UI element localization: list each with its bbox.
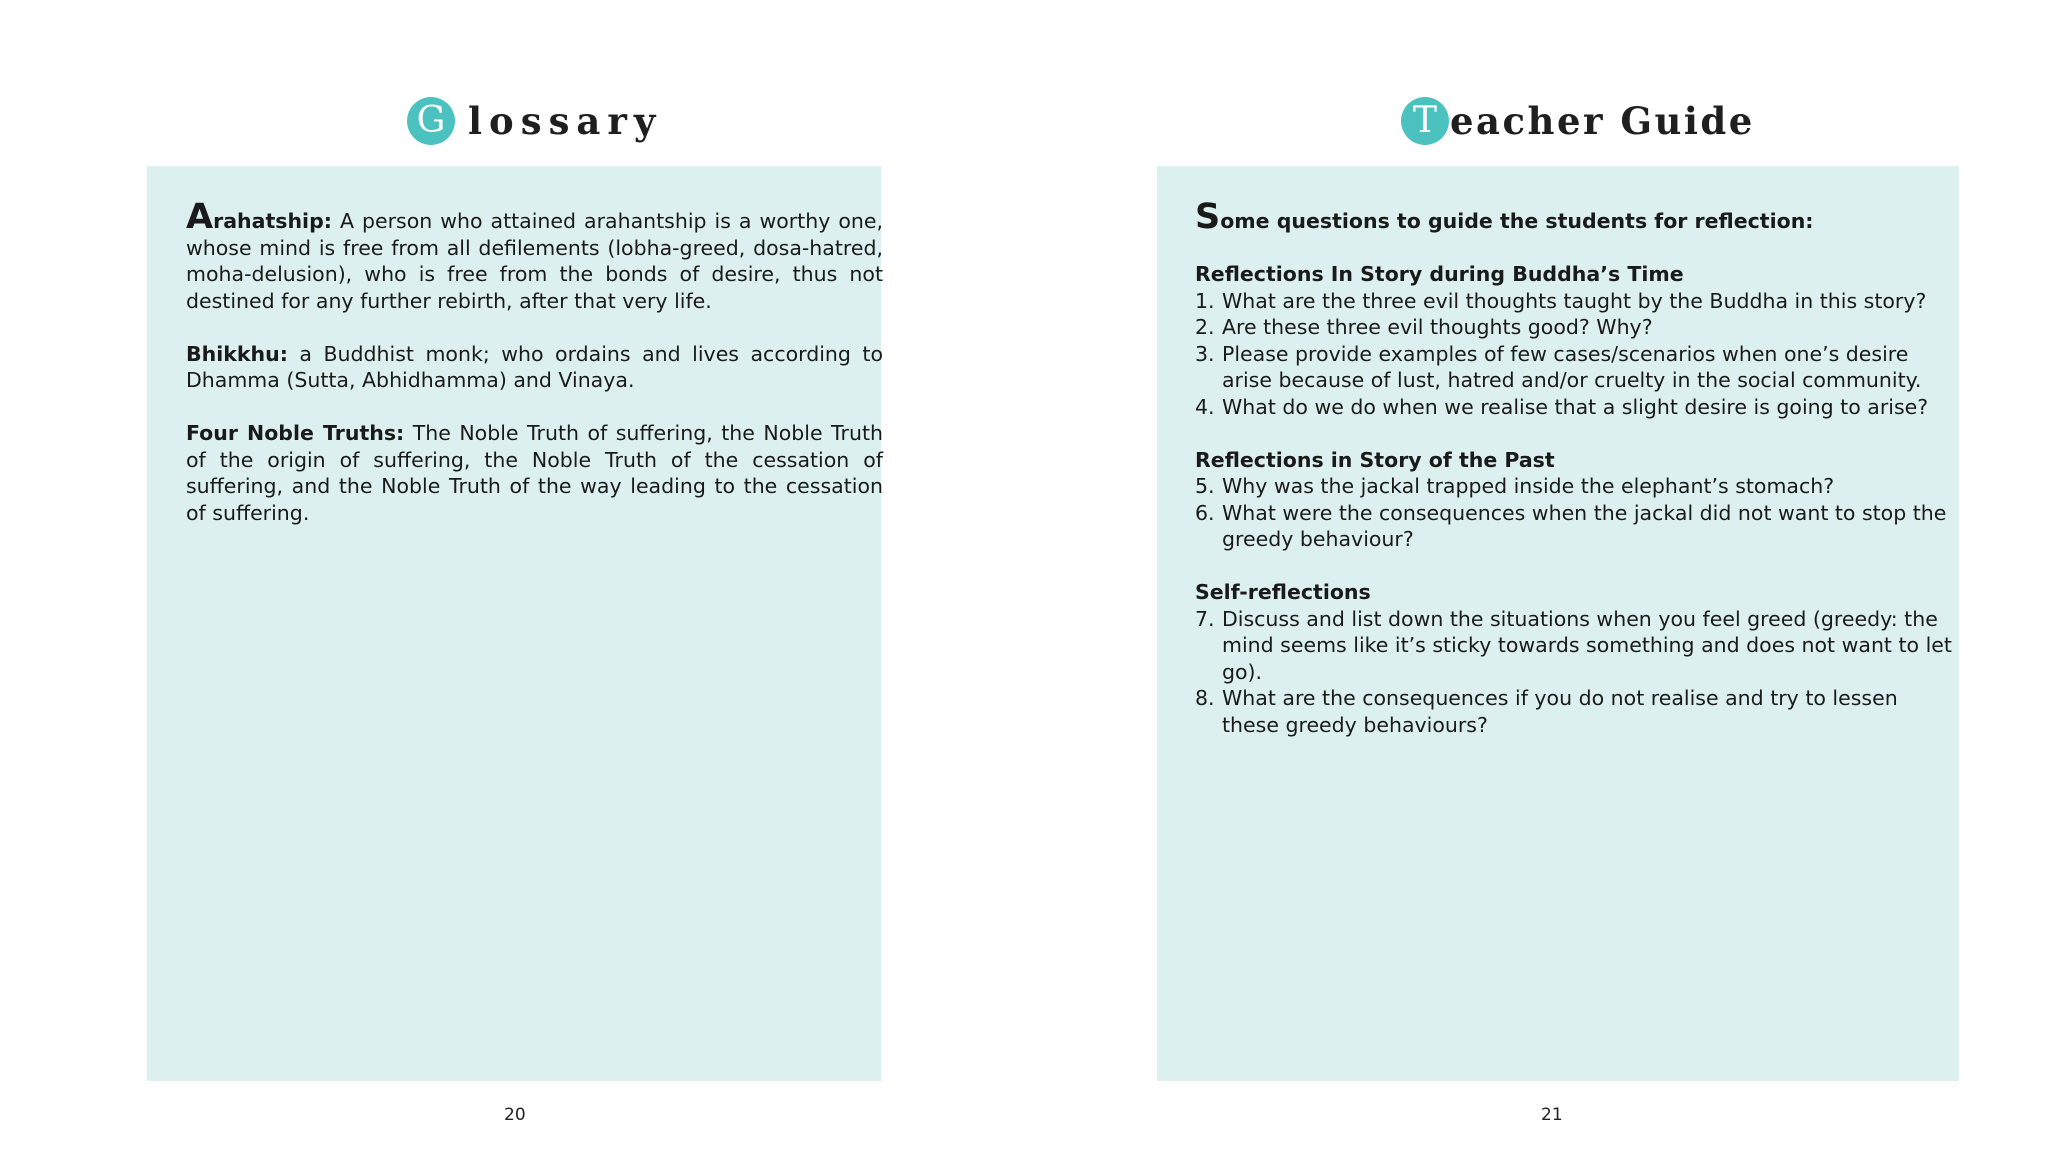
- question-item: [1195, 473, 1955, 500]
- glossary-drop-initial: A: [186, 197, 214, 237]
- question-text: Why was the jackal trapped inside the elephant’s stomach?: [1222, 474, 1835, 498]
- question-text: Discuss and list down the situations when you feel greed (greedy: the mind seems like it’s sticky towards something and does not want to let go).: [1222, 606, 1952, 684]
- glossary-term-four-noble-truths: Four Noble Truths:: [186, 421, 405, 445]
- question-number: 3.: [1195, 341, 1215, 366]
- question-text: What were the consequences when the jackal did not want to stop the greedy behaviour?: [1222, 500, 1947, 551]
- glossary-term-arahatship-text: rahatship:: [213, 209, 332, 233]
- question-text: What are the three evil thoughts taught by the Buddha in this story?: [1222, 288, 1927, 313]
- teacher-guide-panel: [1157, 166, 1959, 1081]
- teacher-guide-title: [1401, 96, 1755, 146]
- teacher-guide-intro: [1195, 197, 1955, 237]
- question-number: 6.: [1195, 500, 1215, 525]
- question-text: Please provide examples of few cases/scenarios when one’s desire arise because of lust, hatred and/or cruelty in the social community.: [1222, 341, 1922, 392]
- question-list-buddhas-time: [1195, 288, 1955, 421]
- glossary-title: [407, 96, 662, 146]
- teacher-guide-initial-badge: T: [1401, 97, 1449, 145]
- glossary-initial-badge: G: [407, 97, 455, 145]
- question-number: 4.: [1195, 394, 1215, 419]
- glossary-title-text: lossary: [468, 98, 663, 143]
- question-number: 7.: [1195, 606, 1215, 631]
- question-text: Are these three evil thoughts good? Why?: [1222, 315, 1653, 339]
- teacher-guide-intro-text: ome questions to guide the students for reflection:: [1220, 209, 1814, 233]
- section-heading-self-reflections: Self-reflections: [1195, 580, 1371, 604]
- teacher-guide-content: [1195, 197, 1955, 765]
- question-number: 5.: [1195, 474, 1215, 498]
- teacher-guide-drop-initial: S: [1195, 197, 1221, 237]
- glossary-definition-arahatship: A person who attained arahantship is a worthy one, whose mind is free from all defilements (lobha-greed, dosa-hatred, moha-delusion), who is free from the bonds of desire, thus not destined for any further rebirth, after that very life.: [186, 209, 883, 313]
- question-number: 1.: [1195, 288, 1215, 313]
- glossary-panel: [147, 166, 881, 1081]
- glossary-entry-bhikkhu: [186, 341, 883, 394]
- question-item: [1195, 685, 1955, 738]
- section-heading-buddhas-time: Reflections In Story during Buddha’s Time: [1195, 262, 1684, 286]
- glossary-definition-bhikkhu: a Buddhist monk; who ordains and lives according to Dhamma (Sutta, Abhidhamma) and Vinaya.: [186, 341, 883, 392]
- page-number-left: 20: [504, 1105, 526, 1125]
- question-item: [1195, 341, 1955, 394]
- question-number: 8.: [1195, 686, 1215, 710]
- section-heading-story-of-the-past: Reflections in Story of the Past: [1195, 447, 1555, 472]
- question-item: [1195, 314, 1955, 341]
- glossary-entries: [186, 197, 883, 553]
- glossary-entry-four-noble-truths: [186, 420, 883, 526]
- question-item: [1195, 288, 1955, 315]
- question-text: What are the consequences if you do not realise and try to lessen these greedy behaviours?: [1222, 686, 1898, 737]
- question-number: 2.: [1195, 315, 1215, 339]
- question-item: [1195, 500, 1955, 553]
- question-list-story-of-the-past: [1195, 473, 1955, 553]
- page-number-right: 21: [1541, 1105, 1563, 1125]
- glossary-entry-arahatship: [186, 197, 883, 314]
- question-text: What do we do when we realise that a slight desire is going to arise?: [1222, 394, 1929, 419]
- glossary-term-arahatship: [186, 197, 332, 237]
- question-item: [1195, 394, 1955, 421]
- glossary-term-bhikkhu: Bhikkhu:: [186, 341, 288, 366]
- question-item: [1195, 606, 1955, 686]
- question-list-self-reflections: [1195, 606, 1955, 739]
- glossary-definition-four-noble-truths: The Noble Truth of suffering, the Noble Truth of the origin of suffering, the Noble Truth of the cessation of suffering, and the Noble Truth of the way leading to the cessation of suffering.: [186, 421, 883, 525]
- teacher-guide-title-text: eacher Guide: [1450, 98, 1755, 143]
